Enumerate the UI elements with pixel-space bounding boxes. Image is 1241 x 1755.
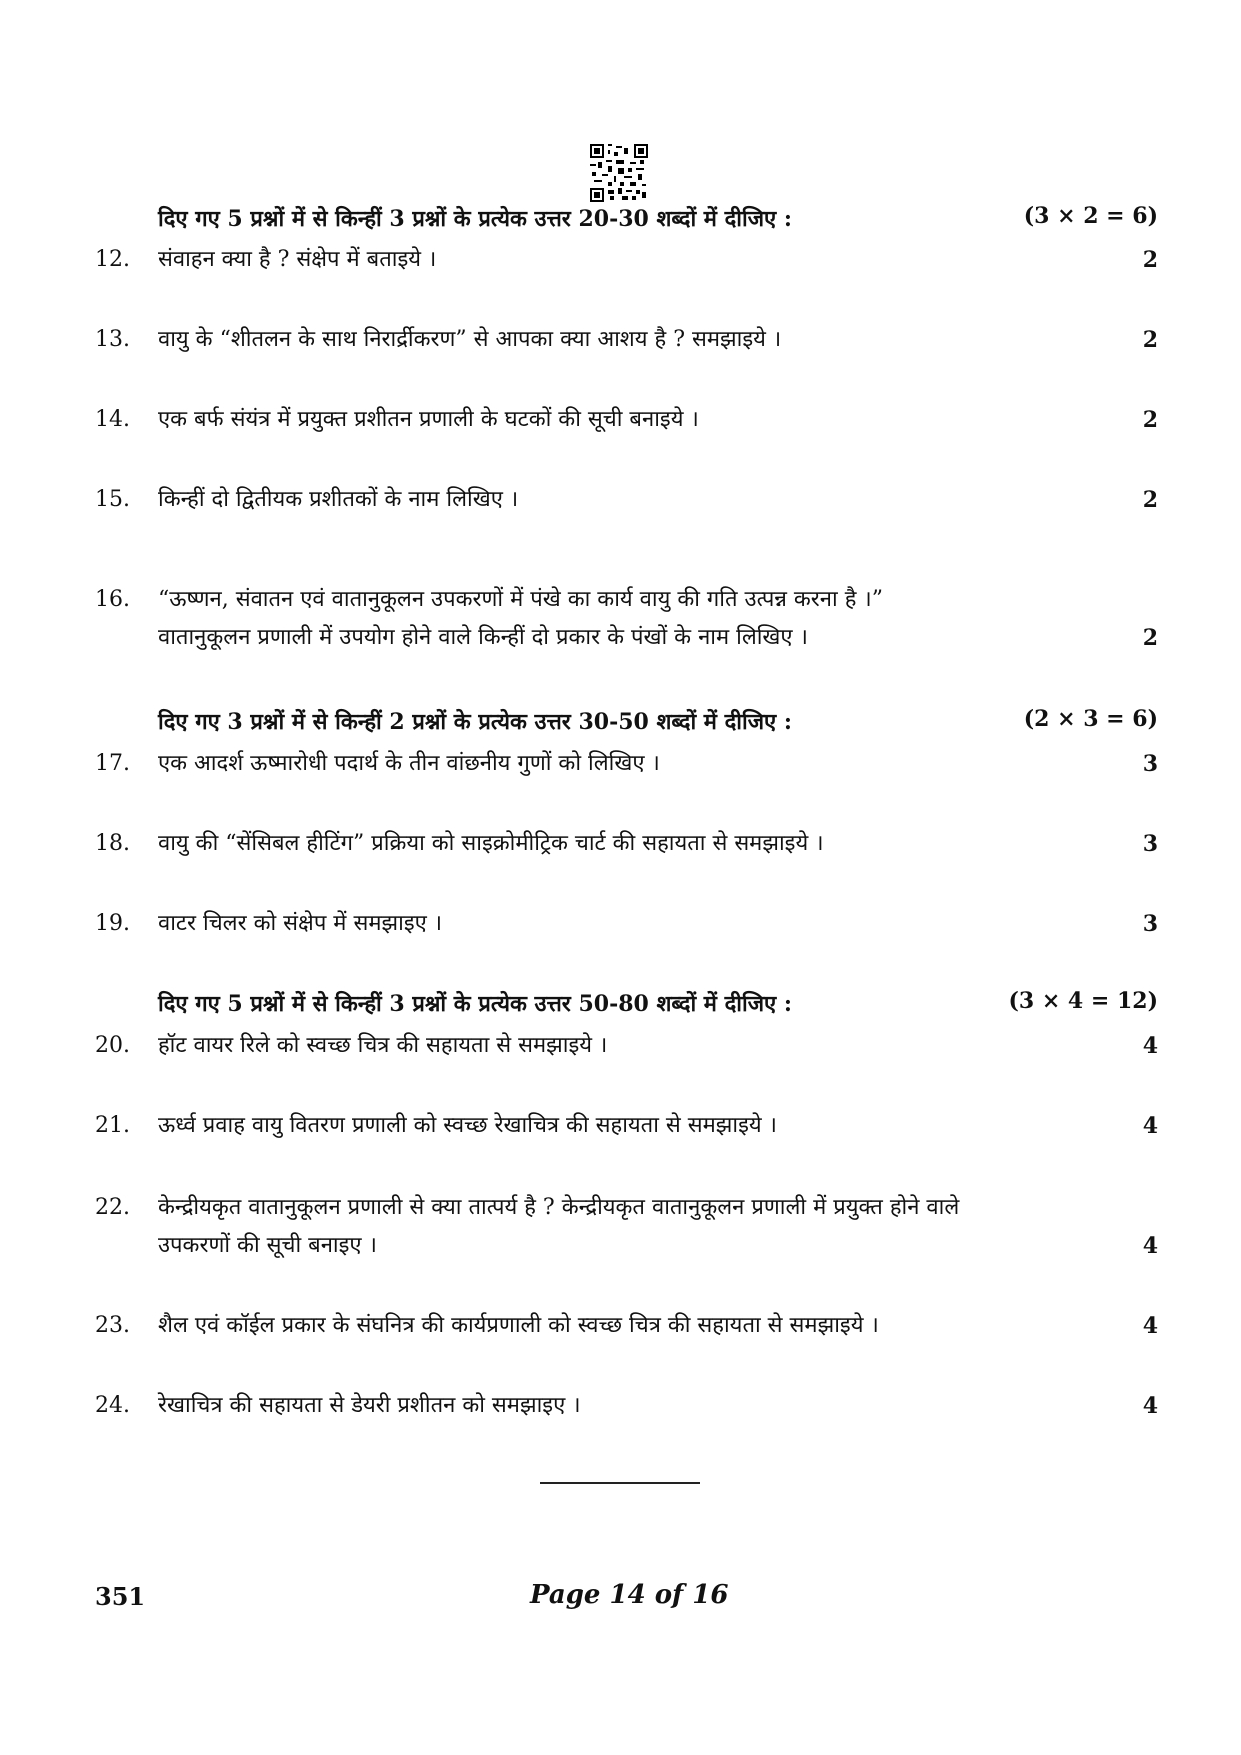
question-marks: 3: [1142, 751, 1158, 777]
question-marks: 2: [1142, 625, 1158, 651]
question-number: 23.: [95, 1313, 130, 1338]
question-marks: 4: [1142, 1033, 1158, 1059]
question-text: शैल एवं कॉईल प्रकार के संघनित्र की कार्यप्रणाली को स्वच्छ चित्र की सहायता से समझाइये ।: [158, 1313, 879, 1338]
section-instructions: दिए गए 5 प्रश्नों में से किन्हीं 3 प्रश्नों के प्रत्येक उत्तर 50-80 शब्दों में दीजिए :: [158, 991, 792, 1017]
question-text: एक आदर्श ऊष्मारोधी पदार्थ के तीन वांछनीय गुणों को लिखिए ।: [158, 751, 660, 776]
question-marks: 2: [1142, 487, 1158, 513]
question-text: किन्हीं दो द्वितीयक प्रशीतकों के नाम लिखिए ।: [158, 487, 519, 512]
question-marks: 4: [1142, 1113, 1158, 1139]
question-marks: 2: [1142, 327, 1158, 353]
question-marks: 3: [1142, 911, 1158, 937]
question-text: रेखाचित्र की सहायता से डेयरी प्रशीतन को समझाइए ।: [158, 1393, 581, 1418]
page-number: Page 14 of 16: [530, 1580, 729, 1610]
section-instructions: दिए गए 5 प्रश्नों में से किन्हीं 3 प्रश्नों के प्रत्येक उत्तर 20-30 शब्दों में दीजिए :: [158, 206, 792, 232]
question-text: संवाहन क्या है ? संक्षेप में बताइये ।: [158, 247, 437, 272]
question-text: एक बर्फ संयंत्र में प्रयुक्त प्रशीतन प्रणाली के घटकों की सूची बनाइये ।: [158, 407, 699, 432]
question-marks: 2: [1142, 407, 1158, 433]
end-divider: [540, 1482, 700, 1484]
section-marks: (2 × 3 = 6): [1023, 706, 1158, 732]
question-number: 24.: [95, 1393, 130, 1418]
question-text-line1: “ऊष्णन, संवातन एवं वातानुकूलन उपकरणों में पंखे का कार्य वायु की गति उत्पन्न करना है ।”: [158, 587, 883, 612]
question-number: 13.: [95, 327, 130, 352]
question-number: 19.: [95, 911, 130, 936]
paper-code: 351: [95, 1582, 146, 1611]
question-marks: 4: [1142, 1233, 1158, 1259]
question-text: ऊर्ध्व प्रवाह वायु वितरण प्रणाली को स्वच्छ रेखाचित्र की सहायता से समझाइये ।: [158, 1113, 778, 1138]
question-text-line1: केन्द्रीयकृत वातानुकूलन प्रणाली से क्या तात्पर्य है ? केन्द्रीयकृत वातानुकूलन प्रणाली में प्रयुक्त होने वाले: [158, 1195, 960, 1220]
question-marks: 3: [1142, 831, 1158, 857]
qr-code-icon: [590, 144, 648, 202]
section-instructions: दिए गए 3 प्रश्नों में से किन्हीं 2 प्रश्नों के प्रत्येक उत्तर 30-50 शब्दों में दीजिए :: [158, 709, 792, 735]
question-number: 16.: [95, 587, 130, 612]
question-text-line2: उपकरणों की सूची बनाइए ।: [158, 1233, 377, 1258]
question-number: 12.: [95, 247, 130, 272]
question-text: वायु की “सेंसिबल हीटिंग” प्रक्रिया को साइक्रोमीट्रिक चार्ट की सहायता से समझाइये ।: [158, 831, 824, 856]
question-number: 18.: [95, 831, 130, 856]
question-number: 15.: [95, 487, 130, 512]
question-marks: 2: [1142, 247, 1158, 273]
section-marks: (3 × 2 = 6): [1023, 203, 1158, 229]
question-text: वाटर चिलर को संक्षेप में समझाइए ।: [158, 911, 443, 936]
question-number: 21.: [95, 1113, 130, 1138]
question-marks: 4: [1142, 1313, 1158, 1339]
question-number: 14.: [95, 407, 130, 432]
question-text: वायु के “शीतलन के साथ निरार्द्रीकरण” से आपका क्या आशय है ? समझाइये ।: [158, 327, 782, 352]
question-number: 20.: [95, 1033, 130, 1058]
question-marks: 4: [1142, 1393, 1158, 1419]
question-number: 17.: [95, 751, 130, 776]
question-number: 22.: [95, 1195, 130, 1220]
question-text-line2: वातानुकूलन प्रणाली में उपयोग होने वाले किन्हीं दो प्रकार के पंखों के नाम लिखिए ।: [158, 625, 808, 650]
question-text: हॉट वायर रिले को स्वच्छ चित्र की सहायता से समझाइये ।: [158, 1033, 608, 1058]
section-marks: (3 × 4 = 12): [1008, 988, 1158, 1014]
